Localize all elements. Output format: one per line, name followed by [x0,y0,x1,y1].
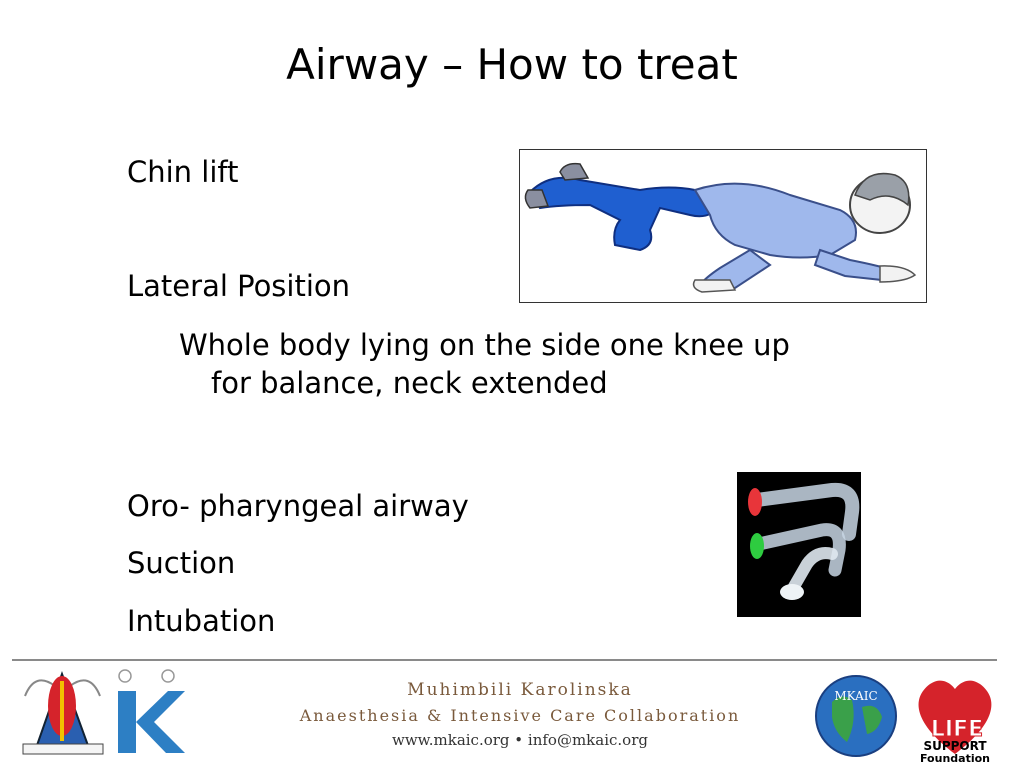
oropharyngeal-airway-photo [737,472,861,617]
life-logo-word: LIFE [930,717,984,742]
karolinska-k-logo [110,666,185,761]
recovery-position-figure [520,150,926,302]
life-support-foundation-logo [905,664,1005,764]
guedel-airway-figure [737,472,861,617]
footer-org-name: Muhimbili Karolinska [407,680,633,700]
foundation-logo-word: Foundation [919,752,991,764]
bullet-lateral-detail [179,326,879,402]
mkaic-globe-logo [812,672,900,760]
footer-divider [12,659,997,661]
footer-contact: www.mkaic.org • info@mkaic.org [392,731,648,749]
bullet-intubation: Intubation [127,604,276,638]
lateral-detail-line1: Whole body lying on the side one knee up [179,328,790,362]
bullet-lateral-position: Lateral Position [127,269,351,303]
support-logo-word: SUPPORT [923,739,987,753]
footer-collaboration: Anaesthesia & Intensive Care Collaboration [299,706,741,725]
recovery-position-illustration [519,149,927,303]
mkaic-globe-label: MKAIC [834,689,878,703]
bullet-chin-lift: Chin lift [127,155,239,189]
bullet-suction: Suction [127,546,236,580]
lateral-detail-line2: for balance, neck extended [211,366,608,400]
bullet-oro-pharyngeal: Oro- pharyngeal airway [127,489,469,523]
slide-title: Airway – How to treat [286,40,738,89]
muhimbili-emblem-logo [15,666,110,761]
